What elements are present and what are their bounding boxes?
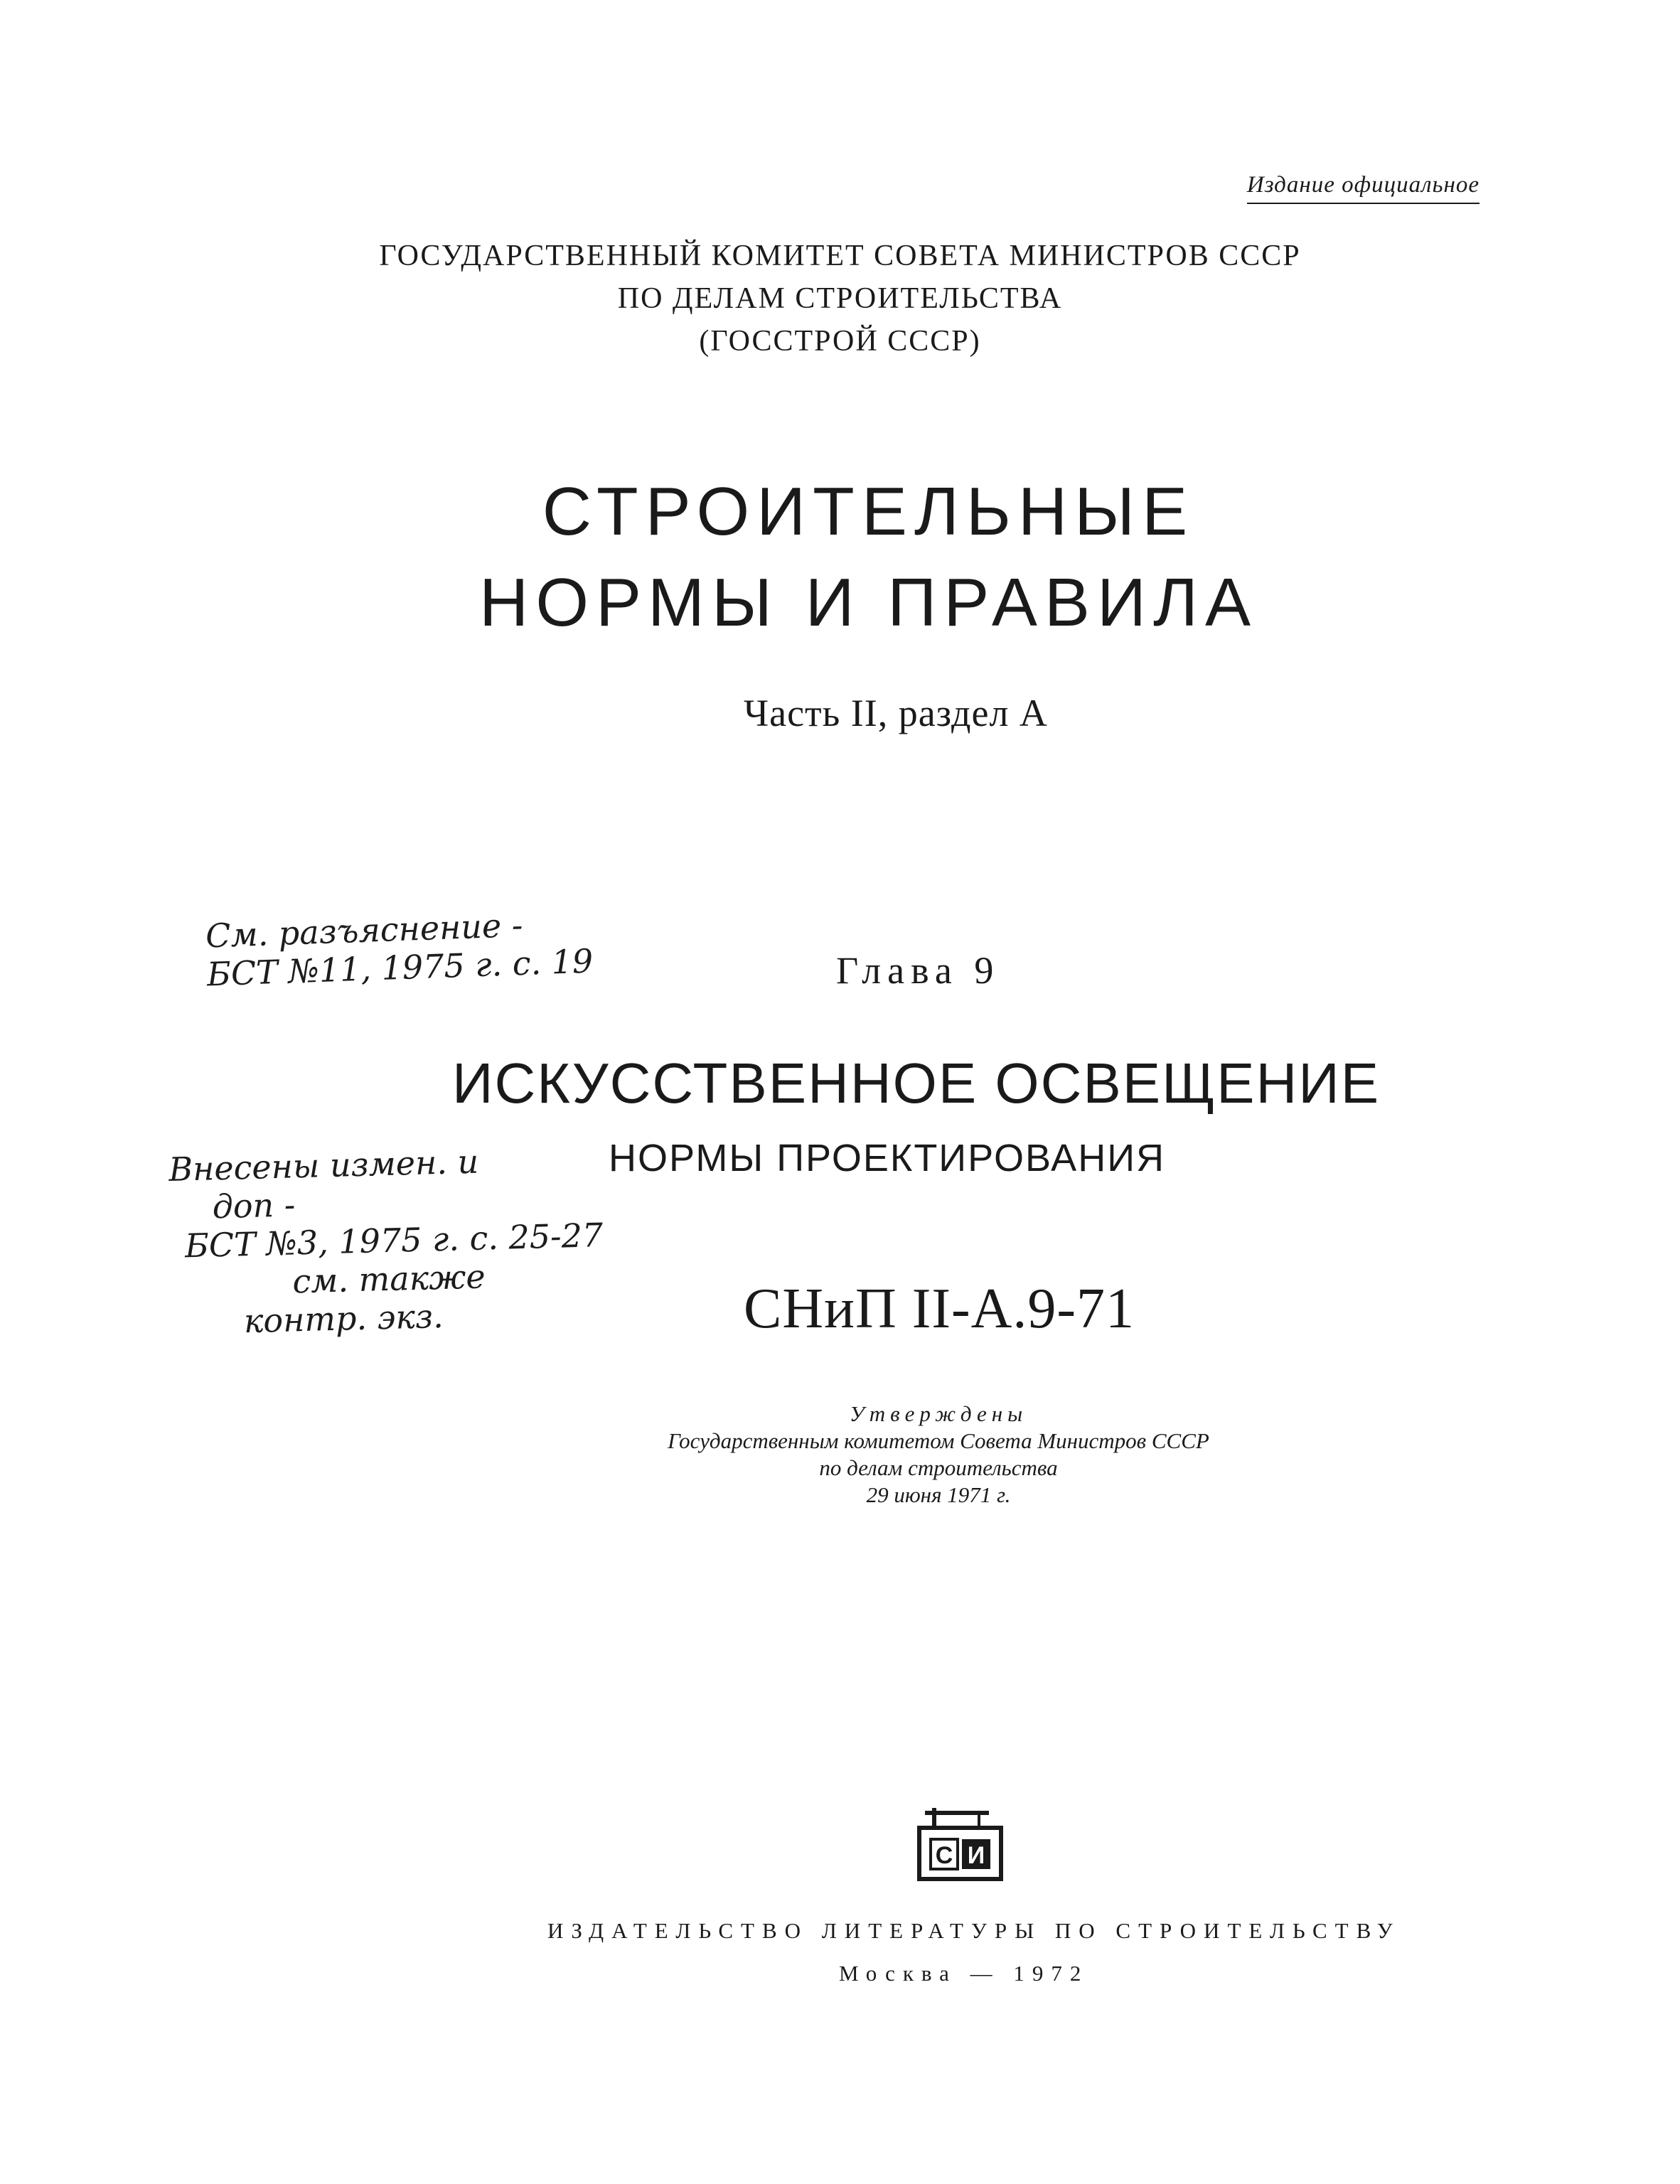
handwritten-line-3: Внесены измен. и [168, 1142, 479, 1189]
approval-line-4: 29 июня 1971 г. [866, 1482, 1011, 1507]
document-code: СНиП II-А.9-71 [744, 1278, 1135, 1340]
publisher-logo-icon [912, 1808, 1008, 1883]
committee-header [0, 235, 1680, 363]
logo-letter-s: С [935, 1842, 953, 1869]
approval-line-3: по делам строительства [819, 1455, 1058, 1480]
handwritten-line-2: БСТ №11, 1975 г. с. 19 [206, 941, 594, 994]
part-label: Часть II, раздел А [744, 692, 1048, 734]
handwritten-line-6: см. также [291, 1257, 486, 1301]
handwritten-line-7: контр. экз. [243, 1296, 444, 1341]
subject-subtitle: НОРМЫ ПРОЕКТИРОВАНИЯ [609, 1137, 1166, 1179]
handwritten-line-5: БСТ №3, 1975 г. с. 25-27 [184, 1216, 604, 1265]
approval-line-2: Государственным комитетом Совета Министров СССР [668, 1428, 1209, 1453]
document-title [28, 466, 1680, 648]
title-line-2: НОРМЫ И ПРАВИЛА [479, 564, 1258, 641]
committee-line-1: ГОСУДАРСТВЕННЫЙ КОМИТЕТ СОВЕТА МИНИСТРОВ СССР [379, 240, 1301, 272]
committee-line-2: ПО ДЕЛАМ СТРОИТЕЛЬСТВА [617, 282, 1063, 315]
subject-title: ИСКУССТВЕННОЕ ОСВЕЩЕНИЕ [452, 1051, 1381, 1115]
approval-line-1: Утверждены [849, 1401, 1028, 1426]
handwritten-note-clarification [205, 904, 594, 994]
handwritten-line-1: См. разъяснение - [205, 905, 524, 956]
chapter-label: Глава 9 [836, 949, 1000, 992]
city-year: Москва — 1972 [839, 1961, 1089, 1986]
approval-block [583, 1401, 1294, 1509]
handwritten-note-amendments [168, 1139, 606, 1342]
publisher-name: ИЗДАТЕЛЬСТВО ЛИТЕРАТУРЫ ПО СТРОИТЕЛЬСТВУ [547, 1918, 1401, 1943]
title-line-1: СТРОИТЕЛЬНЫЕ [542, 473, 1195, 550]
committee-line-3: (ГОССТРОЙ СССР) [699, 325, 981, 358]
edition-note: Издание официальное [1247, 172, 1480, 204]
handwritten-line-4: доп - [211, 1185, 296, 1226]
logo-letter-i: И [967, 1842, 985, 1869]
